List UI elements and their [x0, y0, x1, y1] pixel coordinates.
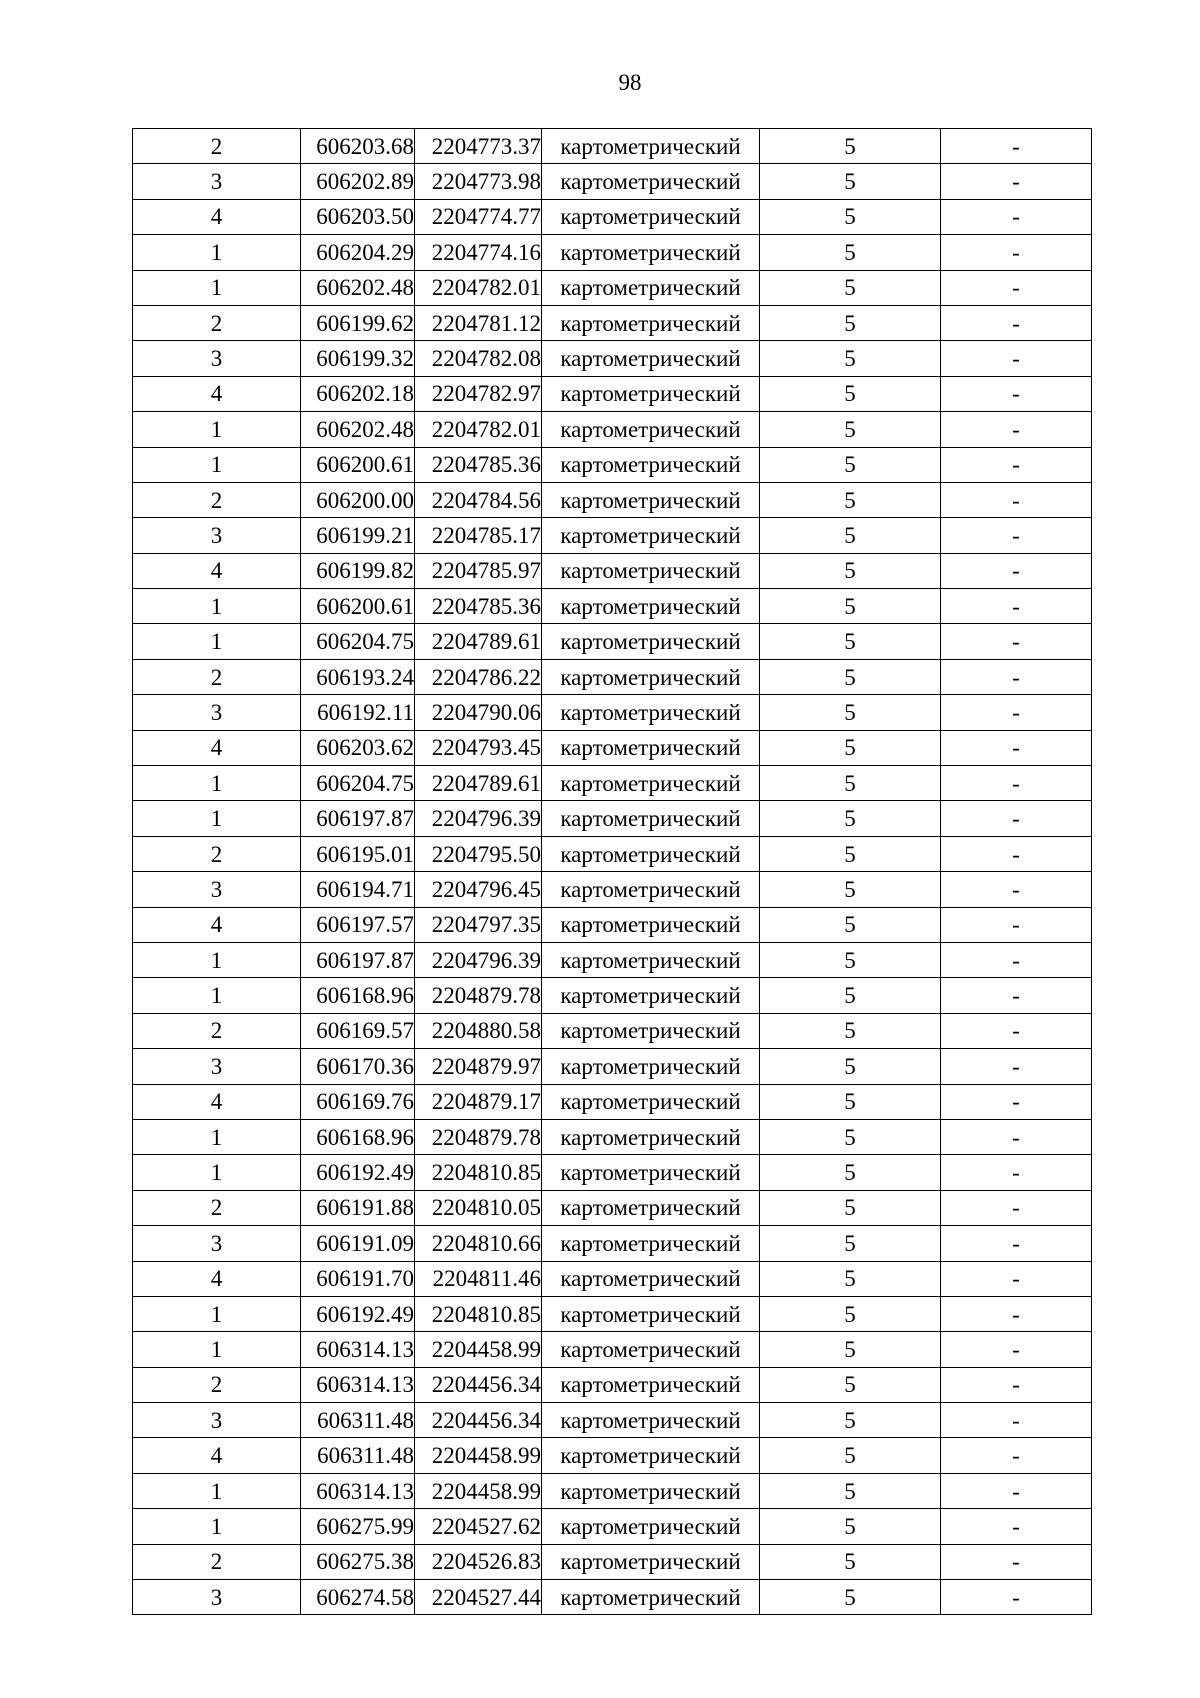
point-number-cell: 4: [133, 730, 301, 765]
method-cell: картометрический: [542, 1226, 760, 1261]
error-cell: 5: [760, 1119, 941, 1154]
x-coordinate-cell: 606200.00: [301, 482, 415, 517]
note-cell: -: [941, 164, 1092, 199]
x-coordinate-cell: 606197.87: [301, 942, 415, 977]
y-coordinate-cell: 2204774.16: [415, 235, 542, 270]
method-cell: картометрический: [542, 1580, 760, 1615]
x-coordinate-cell: 606191.70: [301, 1261, 415, 1296]
x-coordinate-cell: 606194.71: [301, 872, 415, 907]
page-number: 98: [618, 70, 642, 95]
error-cell: 5: [760, 553, 941, 588]
error-cell: 5: [760, 624, 941, 659]
method-cell: картометрический: [542, 836, 760, 871]
error-cell: 5: [760, 305, 941, 340]
x-coordinate-cell: 606195.01: [301, 836, 415, 871]
note-cell: -: [941, 1119, 1092, 1154]
y-coordinate-cell: 2204785.36: [415, 589, 542, 624]
note-cell: -: [941, 836, 1092, 871]
table-row: [133, 199, 1092, 234]
y-coordinate-cell: 2204527.62: [415, 1509, 542, 1544]
table-row: [133, 553, 1092, 588]
table-row: [133, 589, 1092, 624]
point-number-cell: 4: [133, 1084, 301, 1119]
x-coordinate-cell: 606275.38: [301, 1544, 415, 1579]
method-cell: картометрический: [542, 1119, 760, 1154]
error-cell: 5: [760, 836, 941, 871]
table-row: [133, 1438, 1092, 1473]
y-coordinate-cell: 2204785.36: [415, 447, 542, 482]
y-coordinate-cell: 2204784.56: [415, 482, 542, 517]
point-number-cell: 3: [133, 872, 301, 907]
x-coordinate-cell: 606193.24: [301, 659, 415, 694]
x-coordinate-cell: 606204.75: [301, 766, 415, 801]
point-number-cell: 1: [133, 1332, 301, 1367]
table-row: [133, 1261, 1092, 1296]
table-row: [133, 624, 1092, 659]
y-coordinate-cell: 2204810.66: [415, 1226, 542, 1261]
error-cell: 5: [760, 341, 941, 376]
point-number-cell: 4: [133, 553, 301, 588]
table-row: [133, 482, 1092, 517]
y-coordinate-cell: 2204458.99: [415, 1473, 542, 1508]
method-cell: картометрический: [542, 1367, 760, 1402]
y-coordinate-cell: 2204782.97: [415, 376, 542, 411]
point-number-cell: 2: [133, 1013, 301, 1048]
method-cell: картометрический: [542, 1190, 760, 1225]
note-cell: -: [941, 801, 1092, 836]
table-row: [133, 447, 1092, 482]
y-coordinate-cell: 2204797.35: [415, 907, 542, 942]
error-cell: 5: [760, 270, 941, 305]
x-coordinate-cell: 606199.62: [301, 305, 415, 340]
note-cell: -: [941, 1367, 1092, 1402]
note-cell: -: [941, 341, 1092, 376]
point-number-cell: 1: [133, 235, 301, 270]
table-row: [133, 305, 1092, 340]
point-number-cell: 1: [133, 1155, 301, 1190]
x-coordinate-cell: 606311.48: [301, 1438, 415, 1473]
point-number-cell: 2: [133, 482, 301, 517]
y-coordinate-cell: 2204796.45: [415, 872, 542, 907]
note-cell: -: [941, 305, 1092, 340]
method-cell: картометрический: [542, 482, 760, 517]
method-cell: картометрический: [542, 942, 760, 977]
table-row: [133, 1296, 1092, 1331]
note-cell: -: [941, 624, 1092, 659]
x-coordinate-cell: 606274.58: [301, 1580, 415, 1615]
note-cell: -: [941, 270, 1092, 305]
point-number-cell: 2: [133, 659, 301, 694]
error-cell: 5: [760, 129, 941, 164]
y-coordinate-cell: 2204773.37: [415, 129, 542, 164]
table-row: [133, 1084, 1092, 1119]
point-number-cell: 1: [133, 1473, 301, 1508]
x-coordinate-cell: 606197.87: [301, 801, 415, 836]
method-cell: картометрический: [542, 447, 760, 482]
x-coordinate-cell: 606203.50: [301, 199, 415, 234]
y-coordinate-cell: 2204458.99: [415, 1332, 542, 1367]
table-row: [133, 518, 1092, 553]
y-coordinate-cell: 2204781.12: [415, 305, 542, 340]
method-cell: картометрический: [542, 199, 760, 234]
note-cell: -: [941, 1438, 1092, 1473]
point-number-cell: 1: [133, 589, 301, 624]
method-cell: картометрический: [542, 235, 760, 270]
x-coordinate-cell: 606311.48: [301, 1403, 415, 1438]
point-number-cell: 1: [133, 766, 301, 801]
y-coordinate-cell: 2204879.78: [415, 1119, 542, 1154]
x-coordinate-cell: 606191.09: [301, 1226, 415, 1261]
error-cell: 5: [760, 199, 941, 234]
point-number-cell: 1: [133, 942, 301, 977]
x-coordinate-cell: 606192.49: [301, 1155, 415, 1190]
point-number-cell: 1: [133, 1509, 301, 1544]
point-number-cell: 1: [133, 412, 301, 447]
point-number-cell: 4: [133, 199, 301, 234]
method-cell: картометрический: [542, 1473, 760, 1508]
note-cell: -: [941, 978, 1092, 1013]
method-cell: картометрический: [542, 1084, 760, 1119]
method-cell: картометрический: [542, 695, 760, 730]
error-cell: 5: [760, 1084, 941, 1119]
point-number-cell: 3: [133, 341, 301, 376]
error-cell: 5: [760, 589, 941, 624]
point-number-cell: 3: [133, 1226, 301, 1261]
table-row: [133, 1367, 1092, 1402]
error-cell: 5: [760, 978, 941, 1013]
method-cell: картометрический: [542, 659, 760, 694]
x-coordinate-cell: 606192.11: [301, 695, 415, 730]
method-cell: картометрический: [542, 518, 760, 553]
point-number-cell: 1: [133, 978, 301, 1013]
error-cell: 5: [760, 482, 941, 517]
method-cell: картометрический: [542, 270, 760, 305]
table-row: [133, 695, 1092, 730]
note-cell: -: [941, 942, 1092, 977]
method-cell: картометрический: [542, 1013, 760, 1048]
method-cell: картометрический: [542, 1049, 760, 1084]
table-row: [133, 1544, 1092, 1579]
point-number-cell: 4: [133, 907, 301, 942]
method-cell: картометрический: [542, 801, 760, 836]
x-coordinate-cell: 606168.96: [301, 1119, 415, 1154]
y-coordinate-cell: 2204527.44: [415, 1580, 542, 1615]
error-cell: 5: [760, 1190, 941, 1225]
point-number-cell: 4: [133, 1438, 301, 1473]
note-cell: -: [941, 1226, 1092, 1261]
note-cell: -: [941, 872, 1092, 907]
x-coordinate-cell: 606170.36: [301, 1049, 415, 1084]
error-cell: 5: [760, 1403, 941, 1438]
point-number-cell: 3: [133, 1403, 301, 1438]
method-cell: картометрический: [542, 624, 760, 659]
point-number-cell: 2: [133, 836, 301, 871]
point-number-cell: 3: [133, 164, 301, 199]
table-row: [133, 129, 1092, 164]
table-row: [133, 978, 1092, 1013]
y-coordinate-cell: 2204458.99: [415, 1438, 542, 1473]
note-cell: -: [941, 376, 1092, 411]
point-number-cell: 1: [133, 447, 301, 482]
table-row: [133, 730, 1092, 765]
table-row: [133, 376, 1092, 411]
method-cell: картометрический: [542, 589, 760, 624]
point-number-cell: 2: [133, 129, 301, 164]
point-number-cell: 1: [133, 1119, 301, 1154]
table-row: [133, 766, 1092, 801]
point-number-cell: 3: [133, 1580, 301, 1615]
note-cell: -: [941, 1296, 1092, 1331]
y-coordinate-cell: 2204879.97: [415, 1049, 542, 1084]
error-cell: 5: [760, 1509, 941, 1544]
method-cell: картометрический: [542, 1155, 760, 1190]
error-cell: 5: [760, 164, 941, 199]
point-number-cell: 1: [133, 801, 301, 836]
point-number-cell: 3: [133, 518, 301, 553]
note-cell: -: [941, 1190, 1092, 1225]
error-cell: 5: [760, 730, 941, 765]
note-cell: -: [941, 766, 1092, 801]
note-cell: -: [941, 1544, 1092, 1579]
method-cell: картометрический: [542, 1438, 760, 1473]
method-cell: картометрический: [542, 341, 760, 376]
error-cell: 5: [760, 1155, 941, 1190]
error-cell: 5: [760, 1367, 941, 1402]
method-cell: картометрический: [542, 907, 760, 942]
method-cell: картометрический: [542, 412, 760, 447]
x-coordinate-cell: 606314.13: [301, 1473, 415, 1508]
x-coordinate-cell: 606197.57: [301, 907, 415, 942]
error-cell: 5: [760, 942, 941, 977]
table-row: [133, 801, 1092, 836]
y-coordinate-cell: 2204810.85: [415, 1155, 542, 1190]
x-coordinate-cell: 606192.49: [301, 1296, 415, 1331]
table-row: [133, 412, 1092, 447]
note-cell: -: [941, 659, 1092, 694]
error-cell: 5: [760, 1296, 941, 1331]
x-coordinate-cell: 606202.18: [301, 376, 415, 411]
error-cell: 5: [760, 1580, 941, 1615]
note-cell: -: [941, 907, 1092, 942]
method-cell: картометрический: [542, 129, 760, 164]
x-coordinate-cell: 606168.96: [301, 978, 415, 1013]
note-cell: -: [941, 1013, 1092, 1048]
x-coordinate-cell: 606203.62: [301, 730, 415, 765]
error-cell: 5: [760, 1332, 941, 1367]
y-coordinate-cell: 2204790.06: [415, 695, 542, 730]
y-coordinate-cell: 2204789.61: [415, 624, 542, 659]
x-coordinate-cell: 606275.99: [301, 1509, 415, 1544]
y-coordinate-cell: 2204796.39: [415, 942, 542, 977]
note-cell: -: [941, 129, 1092, 164]
note-cell: -: [941, 1261, 1092, 1296]
y-coordinate-cell: 2204785.97: [415, 553, 542, 588]
error-cell: 5: [760, 447, 941, 482]
table-row: [133, 235, 1092, 270]
table-row: [133, 1049, 1092, 1084]
point-number-cell: 4: [133, 1261, 301, 1296]
y-coordinate-cell: 2204526.83: [415, 1544, 542, 1579]
y-coordinate-cell: 2204782.01: [415, 412, 542, 447]
note-cell: -: [941, 589, 1092, 624]
point-number-cell: 2: [133, 1544, 301, 1579]
y-coordinate-cell: 2204811.46: [415, 1261, 542, 1296]
note-cell: -: [941, 482, 1092, 517]
y-coordinate-cell: 2204786.22: [415, 659, 542, 694]
x-coordinate-cell: 606314.13: [301, 1332, 415, 1367]
y-coordinate-cell: 2204879.78: [415, 978, 542, 1013]
point-number-cell: 4: [133, 376, 301, 411]
error-cell: 5: [760, 907, 941, 942]
method-cell: картометрический: [542, 872, 760, 907]
error-cell: 5: [760, 518, 941, 553]
x-coordinate-cell: 606200.61: [301, 589, 415, 624]
error-cell: 5: [760, 1544, 941, 1579]
y-coordinate-cell: 2204774.77: [415, 199, 542, 234]
x-coordinate-cell: 606202.48: [301, 412, 415, 447]
y-coordinate-cell: 2204793.45: [415, 730, 542, 765]
y-coordinate-cell: 2204773.98: [415, 164, 542, 199]
y-coordinate-cell: 2204789.61: [415, 766, 542, 801]
error-cell: 5: [760, 872, 941, 907]
table-row: [133, 1509, 1092, 1544]
error-cell: 5: [760, 766, 941, 801]
note-cell: -: [941, 553, 1092, 588]
method-cell: картометрический: [542, 1403, 760, 1438]
method-cell: картометрический: [542, 1509, 760, 1544]
table-row: [133, 1403, 1092, 1438]
x-coordinate-cell: 606199.21: [301, 518, 415, 553]
y-coordinate-cell: 2204880.58: [415, 1013, 542, 1048]
table-row: [133, 1190, 1092, 1225]
note-cell: -: [941, 1049, 1092, 1084]
note-cell: -: [941, 1509, 1092, 1544]
note-cell: -: [941, 1084, 1092, 1119]
note-cell: -: [941, 1473, 1092, 1508]
y-coordinate-cell: 2204456.34: [415, 1403, 542, 1438]
y-coordinate-cell: 2204782.08: [415, 341, 542, 376]
x-coordinate-cell: 606199.82: [301, 553, 415, 588]
method-cell: картометрический: [542, 730, 760, 765]
y-coordinate-cell: 2204796.39: [415, 801, 542, 836]
point-number-cell: 3: [133, 1049, 301, 1084]
x-coordinate-cell: 606200.61: [301, 447, 415, 482]
table-row: [133, 1580, 1092, 1615]
note-cell: -: [941, 199, 1092, 234]
error-cell: 5: [760, 1013, 941, 1048]
coordinates-table-body: [133, 129, 1092, 1615]
note-cell: -: [941, 1155, 1092, 1190]
point-number-cell: 2: [133, 1367, 301, 1402]
point-number-cell: 2: [133, 305, 301, 340]
method-cell: картометрический: [542, 305, 760, 340]
note-cell: -: [941, 1403, 1092, 1438]
error-cell: 5: [760, 695, 941, 730]
method-cell: картометрический: [542, 1261, 760, 1296]
point-number-cell: 3: [133, 695, 301, 730]
x-coordinate-cell: 606191.88: [301, 1190, 415, 1225]
x-coordinate-cell: 606202.89: [301, 164, 415, 199]
error-cell: 5: [760, 376, 941, 411]
x-coordinate-cell: 606204.75: [301, 624, 415, 659]
note-cell: -: [941, 695, 1092, 730]
table-row: [133, 907, 1092, 942]
note-cell: -: [941, 730, 1092, 765]
table-row: [133, 164, 1092, 199]
error-cell: 5: [760, 235, 941, 270]
note-cell: -: [941, 235, 1092, 270]
method-cell: картометрический: [542, 164, 760, 199]
y-coordinate-cell: 2204879.17: [415, 1084, 542, 1119]
error-cell: 5: [760, 659, 941, 694]
y-coordinate-cell: 2204782.01: [415, 270, 542, 305]
error-cell: 5: [760, 1226, 941, 1261]
error-cell: 5: [760, 1473, 941, 1508]
coordinates-table: [132, 128, 1092, 1615]
point-number-cell: 1: [133, 270, 301, 305]
note-cell: -: [941, 412, 1092, 447]
y-coordinate-cell: 2204456.34: [415, 1367, 542, 1402]
x-coordinate-cell: 606169.57: [301, 1013, 415, 1048]
point-number-cell: 1: [133, 624, 301, 659]
table-row: [133, 1119, 1092, 1154]
note-cell: -: [941, 1580, 1092, 1615]
method-cell: картометрический: [542, 766, 760, 801]
x-coordinate-cell: 606202.48: [301, 270, 415, 305]
table-row: [133, 836, 1092, 871]
x-coordinate-cell: 606203.68: [301, 129, 415, 164]
table-row: [133, 872, 1092, 907]
table-row: [133, 942, 1092, 977]
point-number-cell: 2: [133, 1190, 301, 1225]
x-coordinate-cell: 606314.13: [301, 1367, 415, 1402]
note-cell: -: [941, 447, 1092, 482]
table-row: [133, 1332, 1092, 1367]
x-coordinate-cell: 606204.29: [301, 235, 415, 270]
method-cell: картометрический: [542, 553, 760, 588]
x-coordinate-cell: 606199.32: [301, 341, 415, 376]
method-cell: картометрический: [542, 1296, 760, 1331]
table-row: [133, 1013, 1092, 1048]
y-coordinate-cell: 2204810.85: [415, 1296, 542, 1331]
table-row: [133, 1473, 1092, 1508]
note-cell: -: [941, 1332, 1092, 1367]
y-coordinate-cell: 2204785.17: [415, 518, 542, 553]
error-cell: 5: [760, 801, 941, 836]
table-row: [133, 659, 1092, 694]
table-row: [133, 1155, 1092, 1190]
table-row: [133, 341, 1092, 376]
method-cell: картометрический: [542, 376, 760, 411]
note-cell: -: [941, 518, 1092, 553]
method-cell: картометрический: [542, 1332, 760, 1367]
error-cell: 5: [760, 1049, 941, 1084]
table-row: [133, 270, 1092, 305]
error-cell: 5: [760, 1438, 941, 1473]
error-cell: 5: [760, 412, 941, 447]
x-coordinate-cell: 606169.76: [301, 1084, 415, 1119]
method-cell: картометрический: [542, 1544, 760, 1579]
table-row: [133, 1226, 1092, 1261]
method-cell: картометрический: [542, 978, 760, 1013]
error-cell: 5: [760, 1261, 941, 1296]
y-coordinate-cell: 2204795.50: [415, 836, 542, 871]
point-number-cell: 1: [133, 1296, 301, 1331]
y-coordinate-cell: 2204810.05: [415, 1190, 542, 1225]
